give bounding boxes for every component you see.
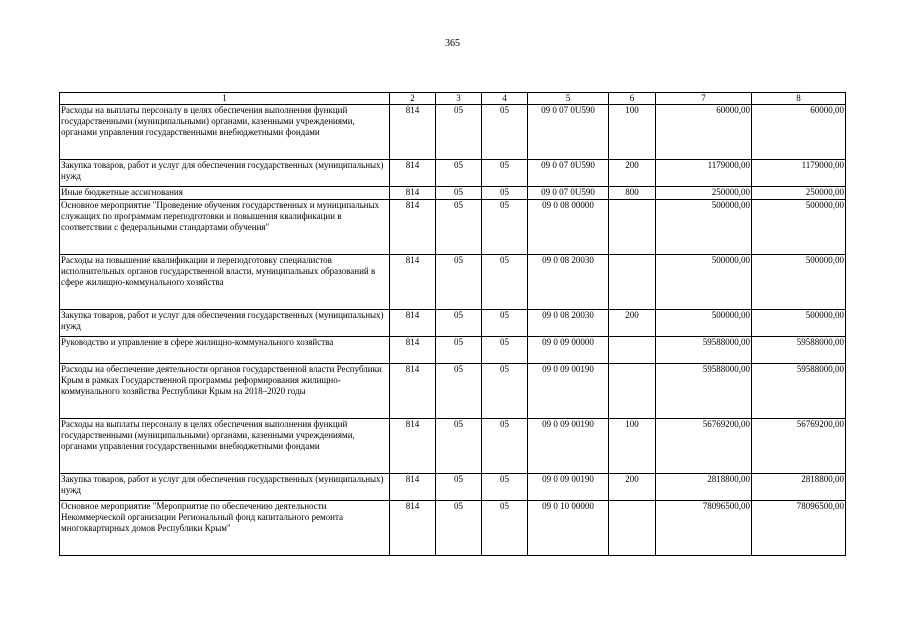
table-row (60, 105, 846, 160)
section-code: 05 (436, 501, 482, 556)
section-code: 05 (436, 474, 482, 501)
column-header-2: 2 (390, 93, 436, 105)
subsection-code: 05 (482, 501, 528, 556)
table-row (60, 419, 846, 474)
amount-col-7: 250000,00 (656, 187, 752, 200)
column-header-7: 7 (656, 93, 752, 105)
subsection-code: 05 (482, 337, 528, 364)
expense-type-code: 800 (609, 187, 656, 200)
target-article-code: 09 0 09 00000 (528, 337, 609, 364)
expense-name: Расходы на повышение квалификации и переподготовку специалистов исполнительных органов государственной власти, муниципальных образований в сфере жилищно-коммунального хозяйства (60, 255, 390, 310)
amount-col-8: 59588000,00 (752, 364, 846, 419)
subsection-code: 05 (482, 187, 528, 200)
amount-col-7: 59588000,00 (656, 337, 752, 364)
ministry-code: 814 (390, 255, 436, 310)
target-article-code: 09 0 09 00190 (528, 364, 609, 419)
target-article-code: 09 0 08 20030 (528, 255, 609, 310)
expense-type-code: 200 (609, 474, 656, 501)
amount-col-8: 59588000,00 (752, 337, 846, 364)
table-row (60, 364, 846, 419)
column-header-4: 4 (482, 93, 528, 105)
amount-col-8: 500000,00 (752, 255, 846, 310)
expense-name: Руководство и управление в сфере жилищно-коммунального хозяйства (60, 337, 390, 364)
amount-col-8: 56769200,00 (752, 419, 846, 474)
column-header-6: 6 (609, 93, 656, 105)
subsection-code: 05 (482, 105, 528, 160)
expense-type-code: 200 (609, 310, 656, 337)
expense-type-code (609, 501, 656, 556)
section-code: 05 (436, 187, 482, 200)
amount-col-8: 78096500,00 (752, 501, 846, 556)
ministry-code: 814 (390, 501, 436, 556)
expense-name: Расходы на выплаты персоналу в целях обеспечения выполнения функций государственными (муниципальными) органами, казенными учреждениями, органами управления государственными внебюджетными фондами (60, 419, 390, 474)
column-header-8: 8 (752, 93, 846, 105)
table-row (60, 310, 846, 337)
ministry-code: 814 (390, 337, 436, 364)
subsection-code: 05 (482, 419, 528, 474)
ministry-code: 814 (390, 474, 436, 501)
expense-type-code: 200 (609, 160, 656, 187)
subsection-code: 05 (482, 200, 528, 255)
expense-name: Расходы на обеспечение деятельности органов государственной власти Республики Крым в рамках Государственной программы реформирования жилищно-коммунального хозяйства Республики Крым на 2018–2020 годы (60, 364, 390, 419)
expense-type-code: 100 (609, 419, 656, 474)
amount-col-8: 500000,00 (752, 200, 846, 255)
amount-col-7: 1179000,00 (656, 160, 752, 187)
section-code: 05 (436, 200, 482, 255)
amount-col-7: 500000,00 (656, 255, 752, 310)
ministry-code: 814 (390, 187, 436, 200)
table-row (60, 337, 846, 364)
expense-name: Основное мероприятие "Проведение обучения государственных и муниципальных служащих по программам переподготовки и повышения квалификации в соответствии с федеральными стандартами обучения" (60, 200, 390, 255)
expense-name: Закупка товаров, работ и услуг для обеспечения государственных (муниципальных) нужд (60, 310, 390, 337)
table-row (60, 474, 846, 501)
ministry-code: 814 (390, 105, 436, 160)
subsection-code: 05 (482, 310, 528, 337)
subsection-code: 05 (482, 364, 528, 419)
ministry-code: 814 (390, 200, 436, 255)
amount-col-7: 78096500,00 (656, 501, 752, 556)
target-article-code: 09 0 07 0U590 (528, 160, 609, 187)
ministry-code: 814 (390, 364, 436, 419)
expense-type-code (609, 200, 656, 255)
amount-col-7: 60000,00 (656, 105, 752, 160)
amount-col-7: 500000,00 (656, 310, 752, 337)
expense-name: Расходы на выплаты персоналу в целях обеспечения выполнения функций государственными (муниципальными) органами, казенными учреждениями, органами управления государственными внебюджетными фондами (60, 105, 390, 160)
expense-name: Закупка товаров, работ и услуг для обеспечения государственных (муниципальных) нужд (60, 160, 390, 187)
amount-col-8: 500000,00 (752, 310, 846, 337)
header-row (60, 93, 846, 105)
expense-type-code (609, 255, 656, 310)
subsection-code: 05 (482, 160, 528, 187)
table-row (60, 200, 846, 255)
target-article-code: 09 0 07 0U590 (528, 105, 609, 160)
amount-col-8: 60000,00 (752, 105, 846, 160)
column-header-5: 5 (528, 93, 609, 105)
table-row (60, 187, 846, 200)
subsection-code: 05 (482, 255, 528, 310)
table-row (60, 501, 846, 556)
table-row (60, 255, 846, 310)
amount-col-8: 2818800,00 (752, 474, 846, 501)
amount-col-7: 2818800,00 (656, 474, 752, 501)
table-row (60, 160, 846, 187)
target-article-code: 09 0 08 00000 (528, 200, 609, 255)
section-code: 05 (436, 310, 482, 337)
expense-name: Основное мероприятие "Мероприятие по обеспечению деятельности Некоммерческой организации Региональный фонд капитального ремонта многоквартирных домов Республики Крым" (60, 501, 390, 556)
expense-type-code (609, 364, 656, 419)
amount-col-8: 1179000,00 (752, 160, 846, 187)
section-code: 05 (436, 255, 482, 310)
target-article-code: 09 0 09 00190 (528, 474, 609, 501)
expense-type-code (609, 337, 656, 364)
column-header-3: 3 (436, 93, 482, 105)
amount-col-8: 250000,00 (752, 187, 846, 200)
section-code: 05 (436, 160, 482, 187)
expense-name: Иные бюджетные ассигнования (60, 187, 390, 200)
subsection-code: 05 (482, 474, 528, 501)
expense-name: Закупка товаров, работ и услуг для обеспечения государственных (муниципальных) нужд (60, 474, 390, 501)
page-number: 365 (445, 38, 460, 49)
amount-col-7: 59588000,00 (656, 364, 752, 419)
amount-col-7: 56769200,00 (656, 419, 752, 474)
target-article-code: 09 0 07 0U590 (528, 187, 609, 200)
target-article-code: 09 0 10 00000 (528, 501, 609, 556)
section-code: 05 (436, 337, 482, 364)
section-code: 05 (436, 419, 482, 474)
target-article-code: 09 0 08 20030 (528, 310, 609, 337)
expense-type-code: 100 (609, 105, 656, 160)
target-article-code: 09 0 09 00190 (528, 419, 609, 474)
ministry-code: 814 (390, 310, 436, 337)
ministry-code: 814 (390, 419, 436, 474)
amount-col-7: 500000,00 (656, 200, 752, 255)
budget-table (59, 92, 846, 556)
section-code: 05 (436, 105, 482, 160)
column-header-1: 1 (60, 93, 390, 105)
ministry-code: 814 (390, 160, 436, 187)
section-code: 05 (436, 364, 482, 419)
